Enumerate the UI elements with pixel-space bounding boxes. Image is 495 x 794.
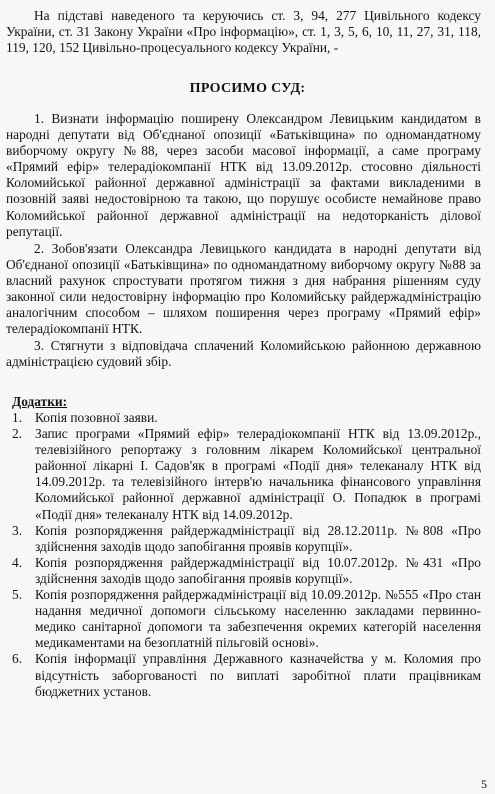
request-item: 3. Стягнути з відповідача сплачений Коломийською районною державною адміністрацією судовий збір. [6, 338, 481, 370]
attachment-item [12, 523, 481, 555]
request-item: 2. Зобов'язати Олександра Левицького кандидата в народні депутати від Об'єднаної опозиції «Батьківщина» по одномандатному виборчому округу №88 за власний рахунок спростувати протягом тижня з дня набрання рішенням суду законної сили недостовірну інформацію про Коломийську райдержадміністрацію аналогічним способом – шляхом поширення через програму «Прямий ефір» телерадіокомпанії НТК. [6, 240, 481, 337]
attachment-item [12, 651, 481, 699]
requests-section [6, 111, 481, 372]
attachment-number: 4. [12, 554, 23, 570]
attachment-text: Копія розпорядження райдержадміністрації від 10.07.2012р. №431 «Про здійснення заходів щодо запобігання проявів корупції». [35, 554, 481, 586]
attachments-title: Додатки: [12, 394, 68, 409]
attachment-number: 1. [12, 410, 23, 425]
attachment-item [12, 410, 481, 426]
attachment-item [12, 555, 481, 587]
attachment-item [12, 587, 481, 651]
attachment-number: 5. [12, 587, 23, 603]
intro-paragraph: На підставі наведеного та керуючись ст. 3, 94, 277 Цивільного кодексу України, ст. 31 Закону України «Про інформацію», ст. 1, 3, 5, 6, 10, 11, 27, 31, 118, 119, 120, 152 Цивільно-процесуального кодексу України, - [6, 8, 481, 56]
attachment-text: Копія розпорядження райдержадміністрації від 28.12.2011р. №808 «Про здійснення заходів щодо запобігання проявів корупції». [35, 522, 481, 554]
page-number: 5 [481, 777, 487, 791]
attachment-number: 2. [12, 426, 23, 442]
attachment-text: Запис програми «Прямий ефір» телерадіокомпанії НТК від 13.09.2012р., телевізійного репортажу з головним лікарем Коломийської центральної районної лікарні І. Садов'як в програмі «Події дня» телеканалу НТК від 14.09.2012р. та телевізійного інтерв'ю начальника фінансового управління Коломийської районної державної адміністрації О. Попадюк в програмі «Події дня» телеканалу НТК від 14.09.2012р. [35, 426, 481, 522]
attachments-list [12, 410, 481, 700]
request-item: 1. Визнати інформацію поширену Олександром Левицьким кандидатом в народні депутати від Об'єднаної опозиції «Батьківщина» по одномандатному виборчому округу №88, через засоби масової інформації, а саме програму «Прямий ефір» телерадіокомпанії НТК від 13.09.2012р. стосовно діяльності Коломийської районної державної адміністрації за фактами викладеними в позовній заяві недостовірною та такою, що порушує особисте немайнове право Коломийської районної державної адміністрації на недоторканість ділової репутації. [6, 111, 481, 239]
attachment-text: Копія інформації управління Державного казначейства у м. Коломия про відсутність заборгованості по виплаті заробітної плати працівникам бюджетних установ. [35, 651, 481, 699]
attachment-number: 6. [12, 651, 23, 667]
attachment-number: 3. [12, 522, 23, 538]
attachment-text: Копія розпорядження райдержадміністрації від 10.09.2012р. №555 «Про стан надання медичної допомоги сільському населенню закладами первинно-медико санітарної допомоги та забезпечення окремих категорій населення медикаментами на безоплатній пільговій основі». [35, 587, 481, 651]
attachment-text: Копія позовної заяви. [35, 410, 158, 425]
section-heading: ПРОСИМО СУД: [189, 81, 306, 96]
attachment-item [12, 426, 481, 523]
